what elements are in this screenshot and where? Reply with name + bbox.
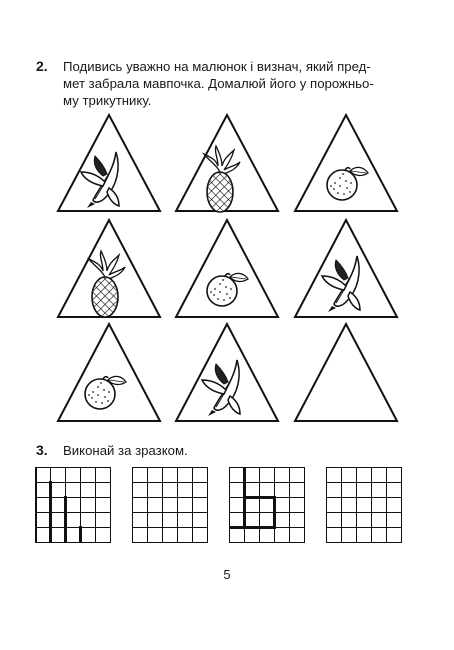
triangle-r1-c3 — [295, 115, 397, 211]
task-2-line-1: Подивись уважно на малюнок і визнач, який пред- — [63, 59, 371, 74]
page-number: 5 — [223, 567, 231, 582]
triangle-r1-c1 — [58, 115, 160, 211]
grid-sample-2 — [229, 467, 305, 543]
grid-empty-1[interactable] — [132, 467, 208, 543]
grid-empty-2[interactable] — [326, 467, 402, 543]
task-2-line-2: мет забрала мавпочка. Домалюй його у порожньо- — [63, 76, 374, 91]
task-3-number: 3. — [36, 442, 48, 458]
triangle-r2-c2 — [176, 220, 278, 317]
task-2-line-3: му трикутнику. — [63, 93, 152, 108]
triangle-r3-c3-empty[interactable] — [295, 324, 397, 421]
task-3-instructions: Виконай за зразком. — [63, 443, 188, 458]
triangle-r3-c2 — [176, 324, 278, 421]
triangle-r2-c3 — [295, 220, 397, 317]
triangle-r1-c2 — [176, 115, 278, 212]
triangle-r2-c1 — [58, 220, 160, 317]
grid-sample-1 — [35, 467, 111, 543]
task-2-number: 2. — [36, 58, 48, 74]
triangle-r3-c1 — [58, 324, 160, 421]
